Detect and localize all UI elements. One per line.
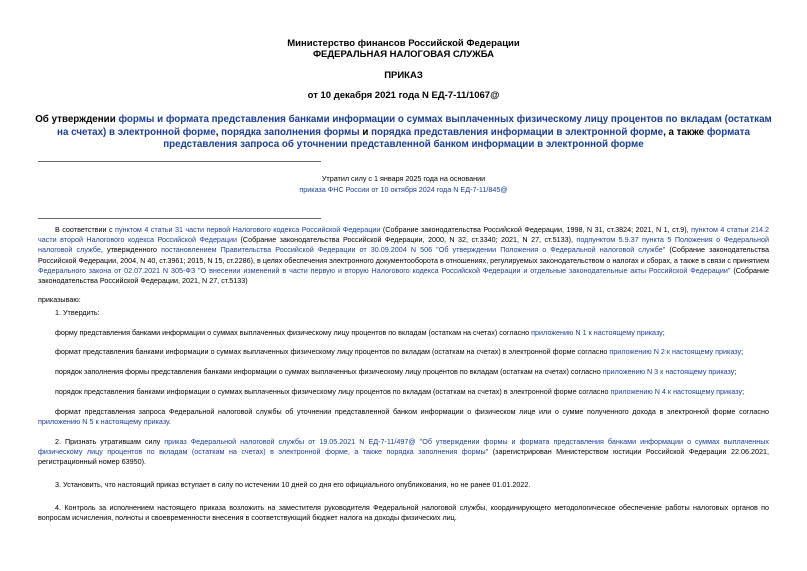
preamble-link-regulation[interactable]: подпунктом 5.9.37 пункта 5 Положения о Федеральной налоговой службе — [38, 235, 769, 255]
preamble-text-6: (Собрание законодательства Российской Федерации, 2021, N 27, ст.5133) — [38, 265, 769, 286]
title-link-submit-order[interactable]: порядка представления информации в электронной форме — [371, 126, 664, 138]
item1-e-text: формат представления запроса Федеральной налоговой службы об уточнении представленной банком информации о физическом лице или о сумме полученного дохода в электронной форме согласно — [55, 407, 769, 416]
title-text-3: и — [359, 126, 372, 138]
title-link-form-format[interactable]: формы и формата представления банками информации о суммах выплаченных физическому лицу процентов по вкладам (остаткам на счетах) в электронной форме — [57, 114, 772, 138]
appendix-3-link[interactable]: приложению N 3 к настоящему приказу — [602, 367, 735, 376]
title-link-request-format[interactable]: формата представления запроса об уточнении представленной банком информации в электронной форме — [163, 126, 750, 150]
title-text-4: , а также — [663, 126, 707, 138]
item4-paragraph: 4. Контроль за исполнением настоящего приказа возложить на заместителя руководителя Федеральной налоговой службы, координирующего методологическое обеспечение работы налоговых органов по вопросам исчисления, полноты и своевременности внесения в соответствующий бюджет налога на доходы физических лиц. — [38, 503, 769, 523]
item2-paragraph — [38, 437, 769, 468]
item1-heading: 1. Утвердить: — [55, 308, 100, 317]
item3-paragraph: 3. Установить, что настоящий приказ вступает в силу по истечении 10 дней со дня его официального опубликования, но не ранее 01.01.2022. — [55, 480, 531, 489]
item1-e-end: . — [168, 417, 171, 427]
orders-word: приказываю: — [38, 295, 81, 304]
divider-bottom — [38, 218, 321, 219]
item1-a-text: форму представления банками информации о суммах выплаченных физическому лицу процентов по вкладам (остаткам на счетах) согласно — [55, 328, 532, 337]
item1-b-text: формат представления банками информации о суммах выплаченных физическому лицу процентов по вкладам (остаткам на счетах) в электронной форме согласно — [55, 347, 610, 356]
item1-d-end: ; — [742, 387, 745, 396]
divider-top — [38, 161, 321, 162]
item1-a — [38, 328, 769, 338]
item1-c-text: порядок заполнения формы представления банками информации о суммах выплаченных физическому лицу процентов по вкладам (остаткам на счетах) согласно — [55, 367, 603, 376]
item1-e — [38, 407, 769, 427]
preamble-link-tax-code-214[interactable]: пунктом 4 статьи 214.2 части второй Налогового кодекса Российской Федерации — [38, 225, 770, 245]
repeal-order-link[interactable]: приказа ФНС России от 10 октября 2024 года N ЕД-7-11/845@ — [299, 185, 508, 194]
ministry-name: Министерство финансов Российской Федерации — [287, 38, 520, 49]
document-title — [30, 114, 777, 152]
preamble-text-4: , утвержденного — [100, 245, 162, 255]
item1-a-end: ; — [662, 328, 665, 337]
item1-c — [38, 367, 769, 377]
title-text-2: , — [215, 126, 222, 138]
document-type: ПРИКАЗ — [384, 70, 423, 81]
preamble-link-resolution[interactable]: постановлением Правительства Российской Федерации от 30.09.2004 N 506 "Об утверждении Положения о Федеральной налоговой службе" — [161, 245, 666, 255]
appendix-2-link[interactable]: приложению N 2 к настоящему приказу — [609, 347, 742, 356]
document-date-number: от 10 декабря 2021 года N ЕД-7-11/1067@ — [307, 90, 500, 101]
repeal-note: Утратил силу с 1 января 2025 года на основании — [321, 174, 486, 183]
preamble-link-federal-law[interactable]: Федерального закона от 02.07.2021 N 305-ФЗ "О внесении изменений в части первую и вторую Налогового кодекса Российской Федерации и отдельные законодательные акты Российской Федерации" — [38, 265, 731, 275]
repeal-note-line — [0, 185, 807, 194]
preamble-link-tax-code-31[interactable]: пунктом 4 статьи 31 части первой Налогового кодекса Российской Федерации — [115, 225, 381, 234]
appendix-4-link[interactable]: приложению N 4 к настоящему приказу — [610, 387, 743, 396]
item1-b — [38, 347, 769, 357]
preamble-paragraph — [38, 225, 769, 286]
item1-d-text: порядок представления банками информации о суммах выплаченных физическому лицу процентов по вкладам (остаткам на счетах) в электронной форме согласно — [55, 387, 611, 396]
repealed-order-link[interactable]: приказ Федеральной налоговой службы от 19.05.2021 N ЕД-7-11/497@ "Об утверждении формы и формата представления банками информации о суммах выплаченных физическому лицу процентов по вкладам (остаткам на счетах) в электронной форме, а также порядка заполнения формы" — [38, 437, 769, 457]
appendix-5-link[interactable]: приложению N 5 к настоящему приказу — [38, 417, 169, 427]
item2-end: (зарегистрирован Министерством юстиции Российской Федерации 22.06.2021, регистрационный номер 63950). — [38, 447, 769, 467]
item1-d — [38, 387, 769, 397]
item1-c-end: ; — [734, 367, 737, 376]
preamble-text-5: (Собрание законодательства Российской Федерации, 2004, N 40, ст.3961; 2015, N 15, ст.2286), в целях обеспечения электронного документооборота в отношениях, регулируемых законодательством о налогах и сборах, а также в связи с принятием — [38, 245, 770, 265]
title-link-fill-order[interactable]: порядка заполнения формы — [221, 126, 360, 138]
title-text-1: Об утверждении — [35, 114, 119, 125]
preamble-text-2: (Собрание законодательства Российской Федерации, 1998, N 31, ст.3824; 2021, N 1, ст.9), — [380, 225, 692, 234]
service-name: ФЕДЕРАЛЬНАЯ НАЛОГОВАЯ СЛУЖБА — [312, 49, 495, 60]
appendix-1-link[interactable]: приложению N 1 к настоящему приказу — [531, 328, 663, 337]
item2-text: 2. Признать утратившим силу — [55, 437, 165, 446]
preamble-text-1: В соответствии с — [55, 225, 116, 234]
preamble-text-3: (Собрание законодательства Российской Федерации, 2000, N 32, ст.3340; 2021, N 27, ст.5133), — [237, 235, 577, 245]
item1-b-end: ; — [741, 347, 744, 356]
